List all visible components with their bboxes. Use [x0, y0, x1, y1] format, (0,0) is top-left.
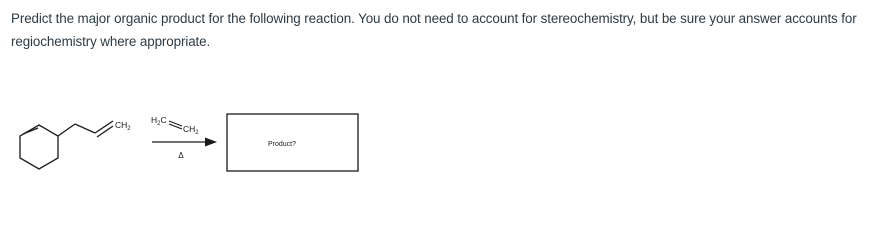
reaction-arrow: [152, 138, 217, 147]
product-box-label: Product?: [267, 141, 297, 148]
diene-side-chain: [58, 121, 113, 137]
ethylene-reagent: [151, 115, 199, 136]
question-prompt: Predict the major organic product for the following reaction. You do not need to account for stereochemistry, but be sure your answer accounts for regiochemistry where appropriate.: [11, 11, 857, 49]
svg-text:H2C: $H_2C$: [151, 115, 167, 127]
svg-text:CH2: $CH_2$: [183, 124, 199, 136]
cyclohexene-ring: [20, 125, 58, 169]
diene-ch2-label: $CH_2$: [115, 120, 131, 132]
heat-delta-label: Δ: [178, 151, 184, 160]
